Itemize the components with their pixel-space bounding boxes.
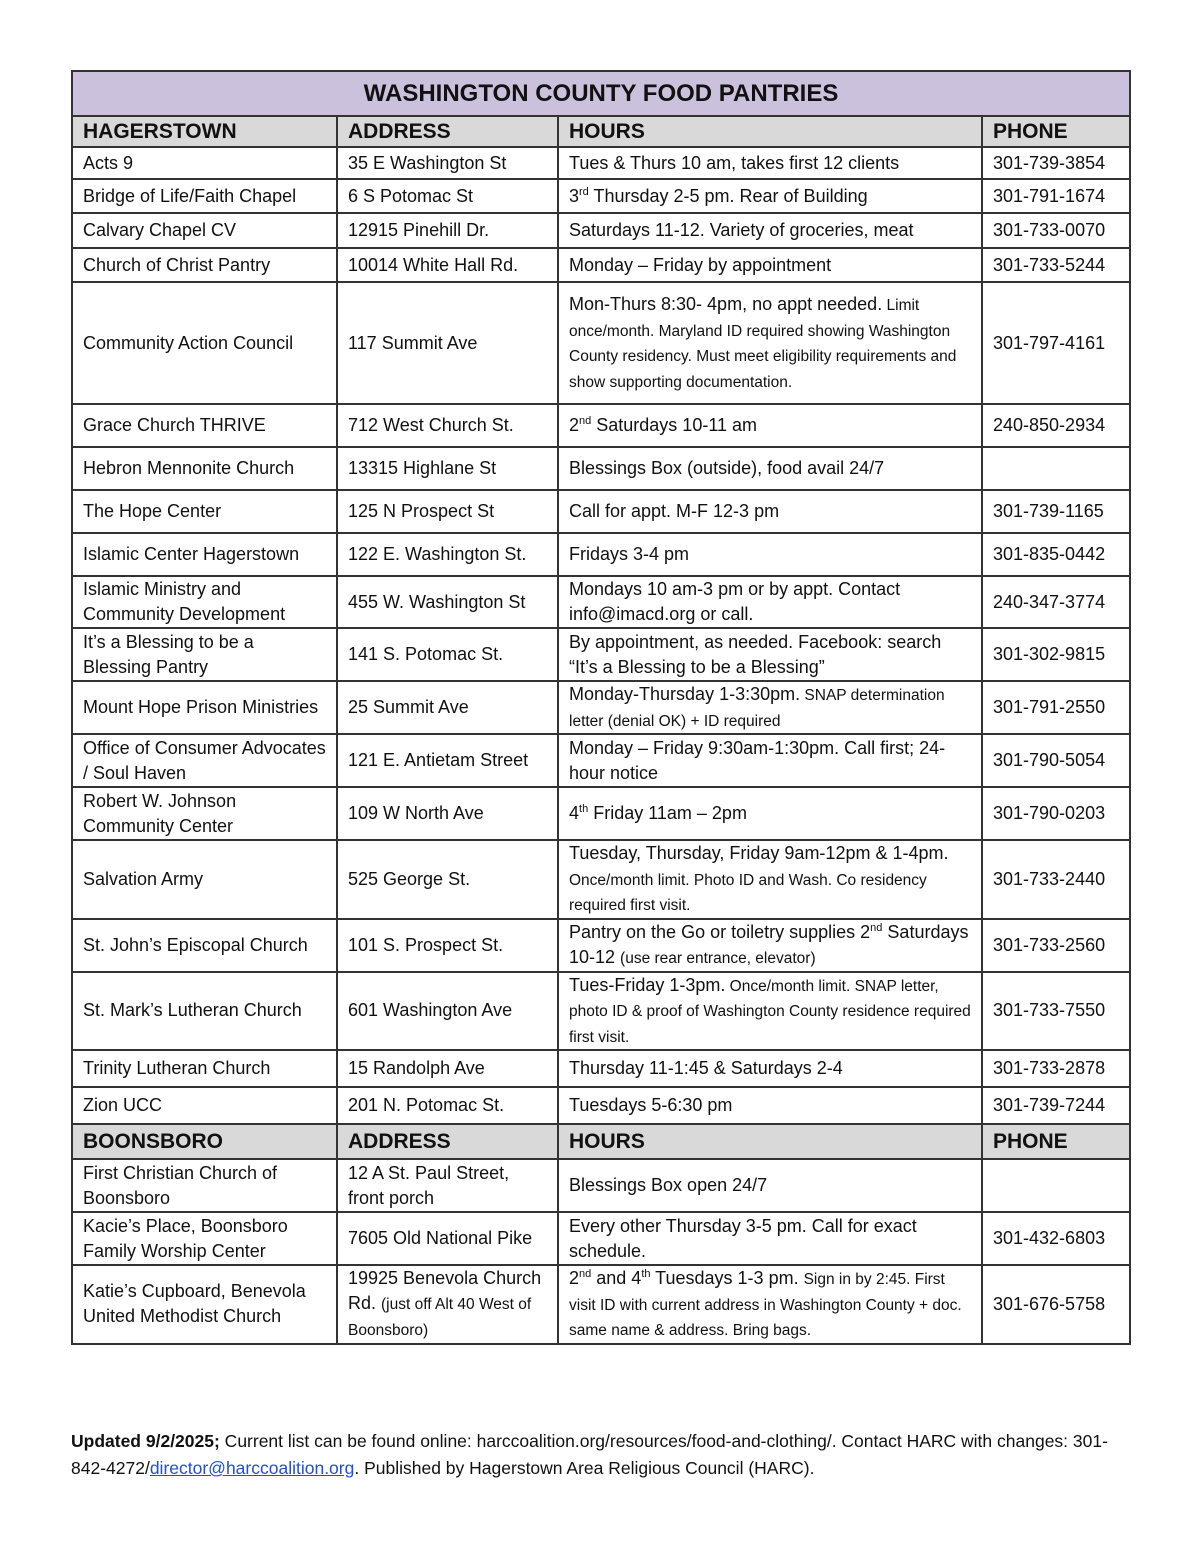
table-row bbox=[72, 919, 1130, 972]
pantry-address bbox=[337, 404, 558, 447]
table-row bbox=[72, 681, 1130, 734]
column-header-phone: PHONE bbox=[982, 116, 1130, 147]
text: Blessings Box open 24/7 bbox=[569, 1175, 768, 1195]
pantry-name: Hebron Mennonite Church bbox=[72, 447, 337, 490]
text: Friday 11am – 2pm bbox=[588, 803, 747, 823]
table-row bbox=[72, 576, 1130, 628]
pantry-address bbox=[337, 179, 558, 213]
column-header-phone: PHONE bbox=[982, 1124, 1130, 1159]
table-row bbox=[72, 787, 1130, 840]
ordinal-suffix: rd bbox=[579, 185, 589, 198]
ordinal-suffix: nd bbox=[870, 921, 883, 934]
text: Monday-Thursday 1-3:30pm. bbox=[569, 684, 801, 704]
column-header-hours: HOURS bbox=[558, 116, 982, 147]
section-header-row bbox=[72, 1124, 1130, 1159]
pantry-phone: 301-676-5758 bbox=[982, 1265, 1130, 1344]
column-header-name: BOONSBORO bbox=[72, 1124, 337, 1159]
table-row bbox=[72, 490, 1130, 533]
pantry-name: Acts 9 bbox=[72, 147, 337, 179]
pantry-phone: 301-733-2560 bbox=[982, 919, 1130, 972]
text: Tuesday, Thursday, Friday 9am-12pm & 1-4pm. bbox=[569, 843, 949, 863]
pantry-name: Bridge of Life/Faith Chapel bbox=[72, 179, 337, 213]
section-header-row bbox=[72, 116, 1130, 147]
table-row bbox=[72, 734, 1130, 787]
text: 525 George St. bbox=[348, 868, 471, 889]
pantry-address bbox=[337, 147, 558, 179]
pantry-hours bbox=[558, 840, 982, 919]
pantry-phone: 301-733-2440 bbox=[982, 840, 1130, 919]
text: 12 A St. Paul Street, front porch bbox=[348, 1162, 510, 1208]
text: 7605 Old National Pike bbox=[348, 1228, 533, 1248]
pantry-address bbox=[337, 213, 558, 248]
pantry-address bbox=[337, 734, 558, 787]
table-title-row bbox=[72, 71, 1130, 116]
footer-note bbox=[71, 1428, 1141, 1482]
pantry-address bbox=[337, 787, 558, 840]
pantry-hours bbox=[558, 1265, 982, 1344]
pantry-hours bbox=[558, 213, 982, 248]
text: Tues-Friday 1-3pm. bbox=[569, 974, 726, 995]
column-header-hours: HOURS bbox=[558, 1124, 982, 1159]
pantry-address bbox=[337, 490, 558, 533]
table-row bbox=[72, 628, 1130, 681]
pantry-hours bbox=[558, 147, 982, 179]
text: 201 N. Potomac St. bbox=[348, 1095, 505, 1115]
text: Monday – Friday by appointment bbox=[569, 254, 832, 275]
note-text: Limit once/month. Maryland ID required showing Washington County residency. Must meet eligibility requirements and show supporting documentation. bbox=[569, 297, 957, 391]
text: 2 bbox=[569, 1268, 580, 1288]
table-row bbox=[72, 1050, 1130, 1087]
pantry-address bbox=[337, 1050, 558, 1087]
pantry-name: Islamic Center Hagerstown bbox=[72, 533, 337, 576]
pantry-address bbox=[337, 248, 558, 282]
pantry-phone: 301-790-5054 bbox=[982, 734, 1130, 787]
text: and 4 bbox=[591, 1268, 642, 1288]
text: 19925 Benevola Church Rd. bbox=[348, 1268, 542, 1314]
text: By appointment, as needed. Facebook: search “It’s a Blessing to be a Blessing” bbox=[569, 631, 942, 677]
pantry-address bbox=[337, 1265, 558, 1344]
table-row bbox=[72, 447, 1130, 490]
table-row bbox=[72, 147, 1130, 179]
note-text: Sign in by 2:45. First visit ID with current address in Washington County + doc. same name & address. Bring bags. bbox=[569, 1271, 962, 1339]
pantry-name: Trinity Lutheran Church bbox=[72, 1050, 337, 1087]
footer-text: Current list can be found online: harccoalition.org/resources/food-and-clothing/. Contact HARC with changes: 301-842-4272/ bbox=[71, 1431, 1108, 1478]
pantry-phone: 240-850-2934 bbox=[982, 404, 1130, 447]
text: 6 S Potomac St bbox=[348, 185, 474, 206]
pantry-address bbox=[337, 1087, 558, 1124]
pantry-name: Salvation Army bbox=[72, 840, 337, 919]
table-row bbox=[72, 533, 1130, 576]
text: Saturdays 10-11 am bbox=[591, 415, 758, 435]
pantry-hours bbox=[558, 919, 982, 972]
note-text: (use rear entrance, elevator) bbox=[620, 949, 816, 967]
text: 3 bbox=[569, 185, 580, 206]
pantry-phone: 240-347-3774 bbox=[982, 576, 1130, 628]
pantry-phone bbox=[982, 447, 1130, 490]
note-text: Once/month limit. Photo ID and Wash. Co residency required first visit. bbox=[569, 871, 927, 914]
note-text: (just off Alt 40 West of Boonsboro) bbox=[348, 1296, 532, 1339]
pantry-phone: 301-835-0442 bbox=[982, 533, 1130, 576]
text: 712 West Church St. bbox=[348, 415, 514, 435]
pantry-name: Grace Church THRIVE bbox=[72, 404, 337, 447]
pantry-name: St. John’s Episcopal Church bbox=[72, 919, 337, 972]
pantry-phone: 301-739-3854 bbox=[982, 147, 1130, 179]
pantry-hours bbox=[558, 282, 982, 404]
pantry-hours bbox=[558, 490, 982, 533]
pantry-hours bbox=[558, 1087, 982, 1124]
table-row bbox=[72, 1212, 1130, 1265]
text: Mon-Thurs 8:30- 4pm, no appt needed. bbox=[569, 294, 883, 314]
column-header-address: ADDRESS bbox=[337, 1124, 558, 1159]
pantry-name: Katie’s Cupboard, Benevola United Methodist Church bbox=[72, 1265, 337, 1344]
ordinal-suffix: nd bbox=[579, 415, 592, 427]
ordinal-suffix: th bbox=[579, 803, 589, 815]
text: 109 W North Ave bbox=[348, 803, 484, 823]
pantry-address bbox=[337, 282, 558, 404]
pantry-name: Calvary Chapel CV bbox=[72, 213, 337, 248]
text: 121 E. Antietam Street bbox=[348, 750, 529, 770]
pantry-address bbox=[337, 447, 558, 490]
text: 125 N Prospect St bbox=[348, 501, 495, 521]
pantry-hours bbox=[558, 1050, 982, 1087]
pantry-address bbox=[337, 576, 558, 628]
table-row bbox=[72, 1265, 1130, 1344]
pantry-hours bbox=[558, 1212, 982, 1265]
pantry-name: St. Mark’s Lutheran Church bbox=[72, 972, 337, 1051]
pantry-phone: 301-791-2550 bbox=[982, 681, 1130, 734]
pantry-hours bbox=[558, 972, 982, 1051]
pantry-name: The Hope Center bbox=[72, 490, 337, 533]
text: Thursday 11-1:45 & Saturdays 2-4 bbox=[569, 1058, 843, 1078]
pantry-hours bbox=[558, 787, 982, 840]
text: 122 E. Washington St. bbox=[348, 544, 527, 564]
text: 601 Washington Ave bbox=[348, 1000, 513, 1021]
pantry-phone: 301-432-6803 bbox=[982, 1212, 1130, 1265]
footer-text-publisher: . Published by Hagerstown Area Religious Council (HARC). bbox=[354, 1458, 815, 1478]
text: Tuesdays 1-3 pm. bbox=[650, 1268, 804, 1288]
ordinal-suffix: nd bbox=[579, 1268, 592, 1280]
text: 117 Summit Ave bbox=[348, 332, 478, 353]
pantry-name: Kacie’s Place, Boonsboro Family Worship Center bbox=[72, 1212, 337, 1265]
text: Call for appt. M-F 12-3 pm bbox=[569, 501, 780, 521]
pantry-address bbox=[337, 1159, 558, 1212]
pantry-name: Robert W. Johnson Community Center bbox=[72, 787, 337, 840]
pantry-phone: 301-302-9815 bbox=[982, 628, 1130, 681]
pantry-name: Community Action Council bbox=[72, 282, 337, 404]
text: Tuesdays 5-6:30 pm bbox=[569, 1095, 733, 1115]
pantry-phone bbox=[982, 1159, 1130, 1212]
pantry-hours bbox=[558, 576, 982, 628]
pantry-hours bbox=[558, 628, 982, 681]
pantry-hours bbox=[558, 404, 982, 447]
text: Saturdays 10-12 bbox=[569, 921, 969, 967]
pantry-phone: 301-733-0070 bbox=[982, 213, 1130, 248]
updated-date: Updated 9/2/2025; bbox=[71, 1431, 220, 1451]
pantry-phone: 301-739-1165 bbox=[982, 490, 1130, 533]
pantry-hours bbox=[558, 734, 982, 787]
pantry-address bbox=[337, 1212, 558, 1265]
director-email-link[interactable]: director@harccoalition.org bbox=[149, 1458, 355, 1478]
pantry-phone: 301-790-0203 bbox=[982, 787, 1130, 840]
table-row bbox=[72, 840, 1130, 919]
text: Saturdays 11-12. Variety of groceries, meat bbox=[569, 220, 914, 240]
pantry-address bbox=[337, 628, 558, 681]
text: Blessings Box (outside), food avail 24/7 bbox=[569, 458, 885, 478]
pantry-name: Zion UCC bbox=[72, 1087, 337, 1124]
text: Tues & Thurs 10 am, takes first 12 clients bbox=[569, 152, 900, 173]
text: 141 S. Potomac St. bbox=[348, 644, 504, 664]
column-header-address: ADDRESS bbox=[337, 116, 558, 147]
pantry-hours bbox=[558, 1159, 982, 1212]
pantry-address bbox=[337, 972, 558, 1051]
pantry-name: First Christian Church of Boonsboro bbox=[72, 1159, 337, 1212]
table-row bbox=[72, 179, 1130, 213]
column-header-name: HAGERSTOWN bbox=[72, 116, 337, 147]
table-row bbox=[72, 248, 1130, 282]
pantry-phone: 301-733-7550 bbox=[982, 972, 1130, 1051]
text: Pantry on the Go or toiletry supplies 2 bbox=[569, 921, 871, 942]
pantry-address bbox=[337, 533, 558, 576]
pantry-phone: 301-797-4161 bbox=[982, 282, 1130, 404]
table-row bbox=[72, 1159, 1130, 1212]
text: 2 bbox=[569, 415, 580, 435]
text: 4 bbox=[569, 803, 580, 823]
text: Fridays 3-4 pm bbox=[569, 544, 690, 564]
pantry-name: Office of Consumer Advocates / Soul Haven bbox=[72, 734, 337, 787]
pantry-hours bbox=[558, 681, 982, 734]
table-row bbox=[72, 1087, 1130, 1124]
text: 35 E Washington St bbox=[348, 152, 507, 173]
text: 25 Summit Ave bbox=[348, 697, 469, 717]
pantry-address bbox=[337, 681, 558, 734]
pantry-hours bbox=[558, 179, 982, 213]
table-row bbox=[72, 404, 1130, 447]
pantry-phone: 301-733-2878 bbox=[982, 1050, 1130, 1087]
food-pantries-table bbox=[71, 70, 1131, 1345]
pantry-address bbox=[337, 840, 558, 919]
table-title: WASHINGTON COUNTY FOOD PANTRIES bbox=[72, 71, 1130, 116]
pantry-name: Church of Christ Pantry bbox=[72, 248, 337, 282]
table-row bbox=[72, 972, 1130, 1051]
pantry-phone: 301-791-1674 bbox=[982, 179, 1130, 213]
text: 13315 Highlane St bbox=[348, 458, 497, 478]
table-row bbox=[72, 282, 1130, 404]
text: Monday – Friday 9:30am-1:30pm. Call first; 24-hour notice bbox=[569, 737, 946, 783]
ordinal-suffix: th bbox=[641, 1268, 651, 1280]
pantry-hours bbox=[558, 533, 982, 576]
text: 10014 White Hall Rd. bbox=[348, 254, 519, 275]
text: 455 W. Washington St bbox=[348, 591, 526, 612]
pantry-name: Mount Hope Prison Ministries bbox=[72, 681, 337, 734]
pantry-address bbox=[337, 919, 558, 972]
note-text: SNAP determination letter (denial OK) + ID required bbox=[569, 687, 945, 730]
table-row bbox=[72, 213, 1130, 248]
pantry-hours bbox=[558, 447, 982, 490]
pantry-name: Islamic Ministry and Community Development bbox=[72, 576, 337, 628]
text: 15 Randolph Ave bbox=[348, 1058, 485, 1078]
text: Mondays 10 am-3 pm or by appt. Contact info@imacd.org or call. bbox=[569, 579, 901, 624]
text: Every other Thursday 3-5 pm. Call for exact schedule. bbox=[569, 1215, 917, 1261]
text: 101 S. Prospect St. bbox=[348, 934, 504, 955]
pantry-name: It’s a Blessing to be a Blessing Pantry bbox=[72, 628, 337, 681]
text: 12915 Pinehill Dr. bbox=[348, 220, 490, 240]
pantry-phone: 301-733-5244 bbox=[982, 248, 1130, 282]
pantry-hours bbox=[558, 248, 982, 282]
text: Thursday 2-5 pm. Rear of Building bbox=[588, 185, 868, 206]
pantry-phone: 301-739-7244 bbox=[982, 1087, 1130, 1124]
note-text: Once/month limit. SNAP letter, photo ID & proof of Washington County residence required first visit. bbox=[569, 977, 971, 1046]
